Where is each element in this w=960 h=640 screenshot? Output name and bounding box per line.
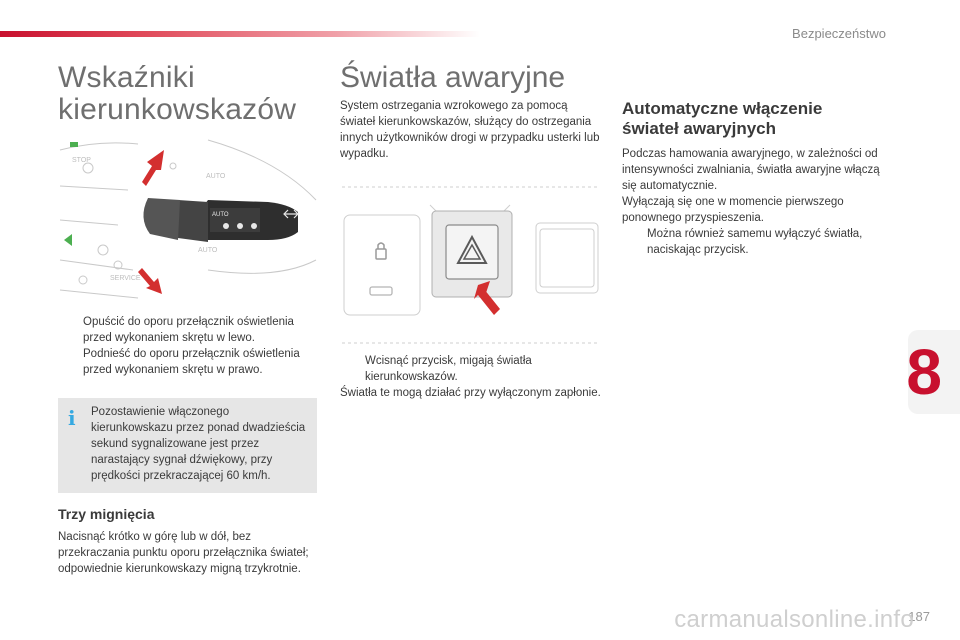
page-number: 187: [908, 609, 930, 624]
page-title-left: [58, 62, 296, 126]
auto-hazard-text: [622, 146, 894, 258]
hazard-warning-button[interactable]: [446, 225, 498, 279]
list-item-text: Wcisnąć przycisk, migają światła kierunkowskazów.: [365, 355, 532, 383]
heading-line: Automatyczne włączenie: [622, 99, 823, 118]
list-item: [340, 353, 602, 385]
watermark: carmanualsonline.info: [674, 606, 914, 633]
hazard-note: Światła te mogą działać przy wyłączonym zapłonie.: [340, 387, 601, 399]
paragraph: Wyłączają się one w momencie pierwszego ponownego przyspieszenia.: [622, 196, 844, 224]
three-flashes-heading: Trzy mignięcia: [58, 506, 155, 522]
chapter-number: 8: [906, 336, 942, 408]
turn-signal-stalk-figure: [58, 130, 320, 305]
auto-label-upper: AUTO: [206, 173, 226, 180]
hazard-intro-text: System ostrzegania wzrokowego za pomocą świateł kierunkowskazów, służący do ostrzegania innych użytkowników drogi w przypadku usterki lub wypadku.: [340, 100, 600, 160]
hazard-button-figure: [340, 185, 602, 347]
light-symbols-icon: [223, 223, 257, 229]
auto-hazard-heading: [622, 99, 892, 139]
list-item: [58, 346, 320, 378]
hazard-instructions: [340, 353, 602, 401]
list-item-text: Można również samemu wyłączyć światła, naciskając przycisk.: [647, 228, 863, 256]
title-line: kierunkowskazów: [58, 93, 297, 126]
stalk-instructions: [58, 314, 320, 378]
list-item: [58, 314, 320, 346]
stalk-auto-text: AUTO: [212, 212, 229, 218]
list-item-text: Opuścić do oporu przełącznik oświetlenia przed wykonaniem skrętu w lewo.: [83, 316, 294, 344]
list-item-text: Podnieść do oporu przełącznik oświetlenia przed wykonaniem skrętu w prawo.: [83, 348, 300, 376]
paragraph: Podczas hamowania awaryjnego, w zależności od intensywności zwalniania, światła awaryjne włączą się automatycznie.: [622, 148, 880, 192]
heading-line: świateł awaryjnych: [622, 119, 777, 138]
auto-label-lower: AUTO: [198, 247, 218, 254]
header-accent-bar: [0, 31, 480, 37]
green-indicator-icon: [70, 142, 78, 147]
info-icon: i: [68, 406, 76, 430]
stop-label: STOP: [72, 157, 91, 164]
service-label: SERVICE: [110, 275, 141, 282]
list-item: [622, 226, 894, 258]
info-box: [58, 398, 317, 493]
section-label: Bezpieczeństwo: [792, 26, 886, 41]
info-text: Pozostawienie włączonego kierunkowskazu przez ponad dwadzieścia sekund sygnalizowane jest przez narastający sygnał dźwiękowy, przy prędkości przekraczającej 60 km/h.: [91, 406, 306, 482]
page-title-center: Światła awaryjne: [340, 61, 566, 94]
three-flashes-text: Nacisnąć krótko w górę lub w dół, bez przekraczania punktu oporu przełącznika świateł; odpowiednie kierunkowskazy migną trzykrotnie.: [58, 531, 309, 575]
title-line: Wskaźniki: [58, 61, 195, 94]
